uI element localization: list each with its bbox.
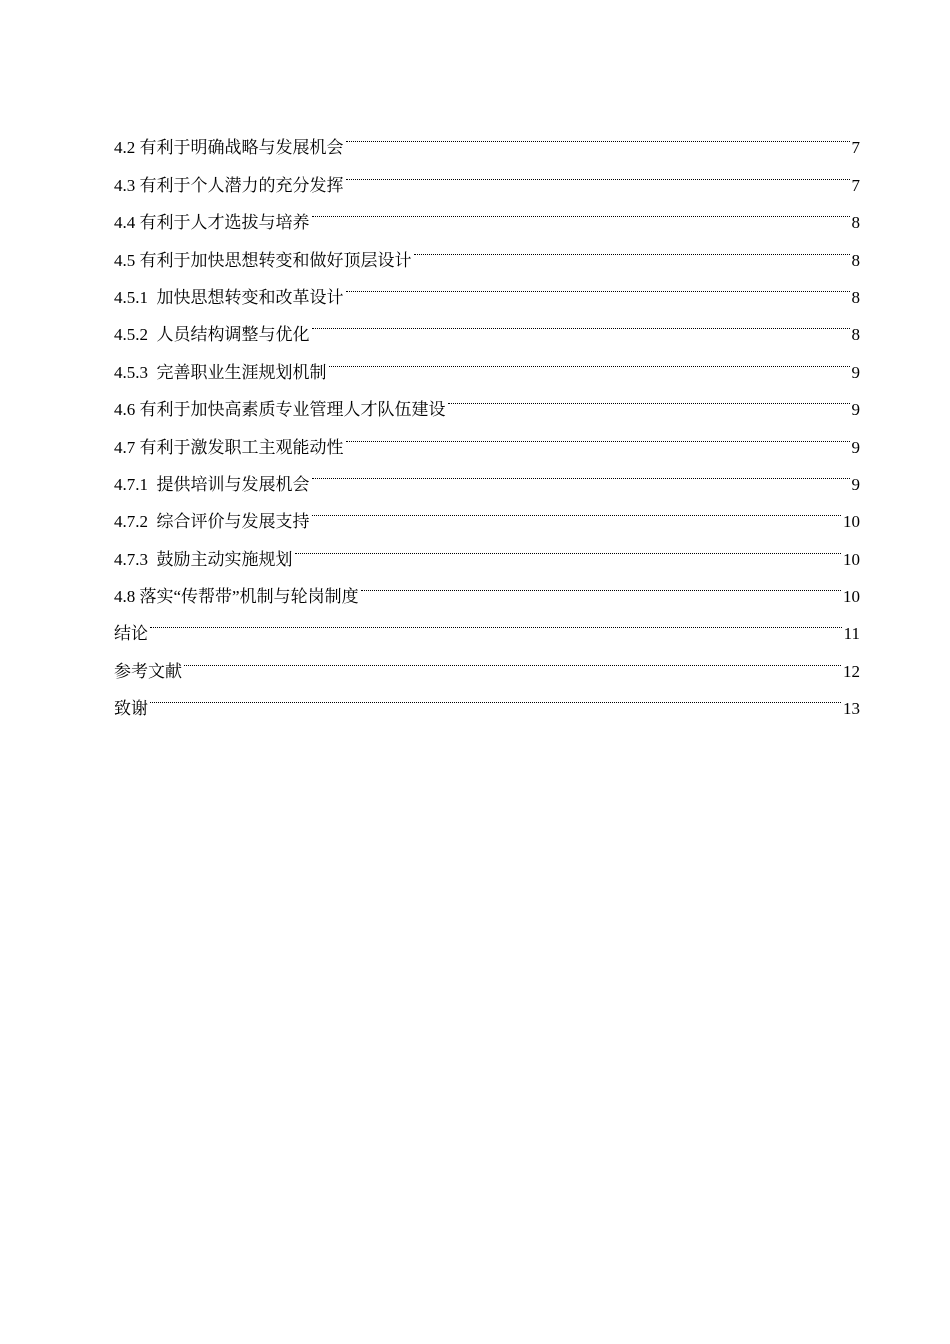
toc-entry-title: 结论	[114, 624, 148, 644]
toc-entry-number: 4.5.2	[114, 325, 157, 345]
toc-leader-dots	[295, 527, 842, 564]
toc-leader-dots	[150, 677, 841, 714]
toc-entry-title: 有利于加快思想转变和做好顶层设计	[139, 250, 412, 270]
toc-leader-dots	[414, 228, 850, 265]
toc-entry-page: 8	[851, 250, 860, 270]
toc-entry-title: 加快思想转变和改革设计	[156, 287, 344, 307]
toc-entry-page: 10	[843, 549, 860, 569]
toc-leader-dots	[184, 639, 841, 676]
toc-entry-number: 4.2	[114, 138, 140, 158]
toc-entry-page: 10	[843, 587, 860, 607]
toc-entry-number: 4.4	[114, 213, 140, 233]
toc-entry-page: 9	[851, 400, 860, 420]
toc-entry-title: 有利于加快高素质专业管理人才队伍建设	[139, 400, 446, 420]
toc-entry[interactable]	[114, 116, 860, 158]
toc-entry-title: 有利于个人潜力的充分发挥	[139, 175, 344, 195]
toc-entry-page: 9	[851, 474, 860, 494]
toc-entry-page: 8	[851, 325, 860, 345]
toc-entry-page: 12	[843, 661, 860, 681]
toc-leader-dots	[346, 116, 850, 153]
toc-entry-title: 有利于人才选拔与培养	[139, 213, 310, 233]
toc-leader-dots	[329, 340, 850, 377]
toc-entry-title: 综合评价与发展支持	[156, 512, 310, 532]
toc-leader-dots	[150, 602, 842, 639]
toc-entry-number: 4.7	[114, 437, 140, 457]
toc-entry-number: 4.8	[114, 587, 140, 607]
toc-entry-page: 9	[851, 437, 860, 457]
toc-entry-page: 13	[843, 699, 860, 719]
toc-entry-page: 10	[843, 512, 860, 532]
toc-entry-page: 11	[843, 624, 860, 644]
toc-entry-number: 4.7.3	[114, 549, 157, 569]
toc-leader-dots	[312, 191, 850, 228]
toc-entry-page: 9	[851, 362, 860, 382]
toc-entry-number: 4.7.2	[114, 512, 157, 532]
toc-entry-title: 提供培训与发展机会	[156, 474, 310, 494]
toc-entry-number: 4.3	[114, 175, 140, 195]
toc-entry-number: 4.5.3	[114, 362, 157, 382]
toc-leader-dots	[361, 565, 841, 602]
toc-entry-acknowledgements[interactable]	[114, 677, 860, 719]
toc-entry-title: 完善职业生涯规划机制	[156, 362, 327, 382]
toc-entry-conclusion[interactable]	[114, 602, 860, 644]
toc-entry-title: 有利于明确战略与发展机会	[139, 138, 344, 158]
toc-leader-dots	[312, 490, 842, 527]
toc-entry-title: 落实“传帮带”机制与轮岗制度	[139, 587, 359, 607]
toc-entry-number: 4.7.1	[114, 474, 157, 494]
toc-entry-page: 7	[851, 175, 860, 195]
toc-entry-title: 致谢	[114, 699, 148, 719]
toc-leader-dots	[312, 453, 850, 490]
toc-entry-number: 4.5.1	[114, 287, 157, 307]
toc-leader-dots	[346, 153, 850, 190]
toc-leader-dots	[312, 303, 850, 340]
toc-entry-title: 有利于激发职工主观能动性	[139, 437, 344, 457]
toc-entry-page: 7	[851, 138, 860, 158]
toc-entry-title: 人员结构调整与优化	[156, 325, 310, 345]
toc-entry-number: 4.5	[114, 250, 140, 270]
toc-entry-title: 参考文献	[114, 661, 182, 681]
toc-entry-page: 8	[851, 287, 860, 307]
toc-entry-number: 4.6	[114, 400, 140, 420]
toc-entry-references[interactable]	[114, 639, 860, 681]
toc-leader-dots	[448, 378, 850, 415]
toc-leader-dots	[346, 266, 850, 303]
toc-entry-page: 8	[851, 213, 860, 233]
toc-entry-title: 鼓励主动实施规划	[156, 549, 293, 569]
toc-leader-dots	[346, 415, 850, 452]
table-of-contents	[114, 116, 860, 719]
